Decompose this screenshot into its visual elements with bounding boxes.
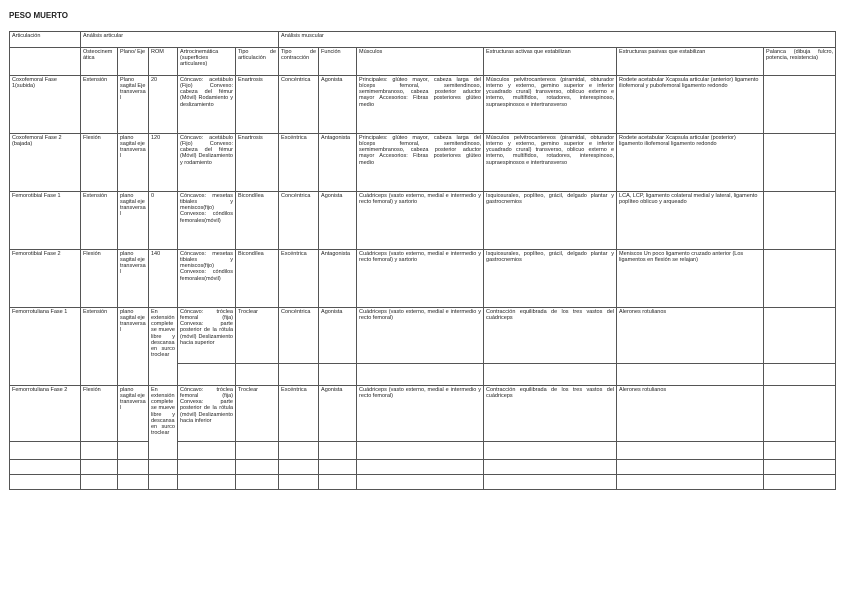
- cell-artrocinematica: Cóncavo: tróclea femoral (fija) Convexa: parte posterior de la rótula (móvil) Deslizamiento hacia superior: [178, 308, 236, 364]
- cell-plano-eje: plano sagital eje transversal: [118, 250, 149, 308]
- cell-articulacion: Femorotibial Fase 1: [10, 192, 81, 250]
- cell-tipo-articulacion: Enartrosis: [236, 134, 279, 192]
- cell-plano-eje: plano sagital eje transversal: [118, 308, 149, 386]
- table-row: [10, 308, 836, 364]
- cell-tipo-articulacion: Enartrosis: [236, 76, 279, 134]
- cell-estructuras-activas: Músculos pelvitrocantereos (piramidal, obturador interno y externo, gemino superior e inferior ycuadrado crural) transverso, oblicuo externo e interno, multífidos, rotadores, interespinoso, supraespinosos e intertransverso: [484, 134, 617, 192]
- document-title: PESO MUERTO: [9, 11, 68, 20]
- table-cell: [236, 442, 279, 460]
- cell-musculos: Cuádriceps (vasto externo, medial e intermedio y recto femoral): [357, 308, 484, 364]
- cell-plano-eje: plano sagital eje transversal: [118, 134, 149, 192]
- cell-rom: 20: [149, 76, 178, 134]
- header-estructuras-pasivas: Estructuras pasivas que estabilizan: [617, 48, 764, 76]
- header-artrocinematica: Artrocinemática (superficies articulares): [178, 48, 236, 76]
- cell-articulacion: Femorrotuliana Fase 1: [10, 308, 81, 386]
- cell-rom: 120: [149, 134, 178, 192]
- table-cell: [118, 442, 149, 460]
- cell-palanca: [764, 386, 836, 442]
- table-cell: [81, 442, 118, 460]
- group-header-row: [10, 32, 836, 48]
- table-row: [10, 192, 836, 250]
- cell-musculos: Cuádriceps (vasto externo, medial e intermedio y recto femoral) y sartorio: [357, 192, 484, 250]
- cell-estructuras-activas: Músculos pelvitrocantereos (piramidal, obturador interno y externo, gemino superior e inferior ycuadrado crural) transverso, oblicuo externo e interno, multífidos, rotadores, interespinoso, supraespinosos e intertransverso: [484, 76, 617, 134]
- cell-estructuras-pasivas: Alerones rotulianos: [617, 308, 764, 364]
- cell-estructuras-pasivas: Alerones rotulianos: [617, 386, 764, 442]
- cell-tipo-articulacion: Bicondílea: [236, 192, 279, 250]
- cell-rom: En extensión complete se mueve libre y descansa en surco troclear: [149, 386, 178, 460]
- cell-tipo-contraccion: Excéntrica: [279, 250, 319, 308]
- table-cell: [236, 475, 279, 490]
- header-palanca: Palanca (dibuja fulcro, potencia, resistencia): [764, 48, 836, 76]
- cell-tipo-articulacion: Troclear: [236, 308, 279, 364]
- table-cell: [10, 442, 81, 460]
- cell-estructuras-activas: Isquiosurales, poplíteo, grácil, delgado plantar y gastrocnemios: [484, 250, 617, 308]
- table-cell: [236, 460, 279, 475]
- table-row: [10, 386, 836, 442]
- header-analisis-muscular: Análisis muscular: [279, 32, 836, 48]
- cell-musculos: Principales: glúteo mayor, cabeza larga del bíceps femoral, semitendinoso, semimembranoso, cabeza posterior aductor mayor Accesorios: Fibras posteriores glúteo medio: [357, 76, 484, 134]
- analysis-table: [9, 31, 836, 490]
- table-row: [10, 250, 836, 308]
- column-header-row: [10, 48, 836, 76]
- cell-artrocinematica: Cóncavo: acetábulo (Fijo) Convexo: cabeza del fémur (Móvil) Deslizamiento y rodamiento: [178, 134, 236, 192]
- table-cell: [10, 460, 81, 475]
- table-cell: [279, 460, 319, 475]
- table-cell: [10, 48, 81, 76]
- cell-funcion: Agonista: [319, 192, 357, 250]
- cell-palanca: [764, 250, 836, 308]
- cell-musculos: Principales: glúteo mayor, cabeza larga del bíceps femoral, semitendinoso, semimembranoso, cabeza posterior aductor mayor Accesorios: Fibras posteriores glúteo medio: [357, 134, 484, 192]
- header-articulacion: Articulación: [10, 32, 81, 48]
- table-cell: [149, 475, 178, 490]
- cell-osteocinematica: Flexión: [81, 386, 118, 442]
- cell-articulacion: Femorotibial Fase 2: [10, 250, 81, 308]
- header-tipo-articulacion: Tipo de articulación: [236, 48, 279, 76]
- cell-palanca: [764, 134, 836, 192]
- table-cell: [236, 364, 279, 386]
- cell-tipo-articulacion: Bicondílea: [236, 250, 279, 308]
- cell-osteocinematica: Extensión: [81, 76, 118, 134]
- table-cell: [357, 460, 484, 475]
- cell-estructuras-activas: Isquiosurales, poplíteo, grácil, delgado plantar y gastrocnemios: [484, 192, 617, 250]
- cell-estructuras-pasivas: Rodete acetabular Xcapsula articular (anterior) ligamento iliofemoral y pubofemoral ligamento redondo: [617, 76, 764, 134]
- cell-tipo-contraccion: Excéntrica: [279, 134, 319, 192]
- cell-artrocinematica: Cóncavos: mesetas tibiales y meniscos(fijo) Convexos: cóndilos femorales(móvil): [178, 192, 236, 250]
- cell-rom: 0: [149, 192, 178, 250]
- cell-osteocinematica: Flexión: [81, 134, 118, 192]
- table-cell: [10, 475, 81, 490]
- table-cell: [118, 475, 149, 490]
- cell-osteocinematica: Flexión: [81, 250, 118, 308]
- table-cell: [279, 364, 319, 386]
- table-cell: [357, 442, 484, 460]
- table-cell: [178, 475, 236, 490]
- cell-estructuras-activas: Contracción equilibrada de los tres vastos del cuádriceps: [484, 386, 617, 442]
- cell-osteocinematica: Extensión: [81, 192, 118, 250]
- cell-plano-eje: plano sagital eje transversal: [118, 386, 149, 442]
- table-cell: [617, 442, 764, 460]
- table-row: [10, 475, 836, 490]
- cell-rom: En extensión complete se mueve libre y descansa en surco troclear: [149, 308, 178, 386]
- table-cell: [764, 460, 836, 475]
- table-row: [10, 134, 836, 192]
- cell-estructuras-activas: Contracción equilibrada de los tres vastos del cuádriceps: [484, 308, 617, 364]
- table-cell: [81, 475, 118, 490]
- cell-plano-eje: Plano sagital Eje transversal: [118, 76, 149, 134]
- table-cell: [484, 475, 617, 490]
- table-cell: [279, 475, 319, 490]
- cell-funcion: Antagonista: [319, 250, 357, 308]
- cell-estructuras-pasivas: Rodete acetabular Xcapsula articular (posterior) ligamento iliofemoral ligamento redondo: [617, 134, 764, 192]
- table-cell: [279, 442, 319, 460]
- table-cell: [357, 364, 484, 386]
- table-row: [10, 76, 836, 134]
- table-cell: [764, 364, 836, 386]
- cell-funcion: Antagonista: [319, 134, 357, 192]
- header-osteocinematica: Osteocinemática: [81, 48, 118, 76]
- table-cell: [319, 442, 357, 460]
- cell-funcion: Agonista: [319, 308, 357, 364]
- table-cell: [81, 460, 118, 475]
- table-cell: [484, 460, 617, 475]
- cell-artrocinematica: Cóncavo: tróclea femoral (fija) Convexa: parte posterior de la rótula (móvil) Deslizamiento hacia inferior: [178, 386, 236, 442]
- header-rom: ROM: [149, 48, 178, 76]
- table-cell: [178, 442, 236, 460]
- cell-tipo-contraccion: Concéntrica: [279, 192, 319, 250]
- cell-tipo-articulacion: Troclear: [236, 386, 279, 442]
- table-cell: [319, 364, 357, 386]
- cell-musculos: Cuádriceps (vasto externo, medial e intermedio y recto femoral): [357, 386, 484, 442]
- table-cell: [357, 475, 484, 490]
- header-tipo-contraccion: Tipo de contracción: [279, 48, 319, 76]
- table-cell: [617, 460, 764, 475]
- cell-estructuras-pasivas: Meniscos Un poco ligamento cruzado anterior (Los ligamentos en flexión se relajan): [617, 250, 764, 308]
- table-row: [10, 442, 836, 460]
- header-estructuras-activas: Estructuras activas que estabilizan: [484, 48, 617, 76]
- cell-palanca: [764, 192, 836, 250]
- table-cell: [484, 442, 617, 460]
- header-funcion: Función: [319, 48, 357, 76]
- table-cell: [319, 475, 357, 490]
- cell-articulacion: Coxofemoral Fase 1(subida): [10, 76, 81, 134]
- cell-rom: 140: [149, 250, 178, 308]
- cell-artrocinematica: Cóncavos: mesetas tibiales y meniscos(fijo) Convexos: cóndilos femorales(móvil): [178, 250, 236, 308]
- cell-funcion: Agonista: [319, 386, 357, 442]
- header-musculos: Músculos: [357, 48, 484, 76]
- cell-plano-eje: plano sagital eje transversal: [118, 192, 149, 250]
- table-cell: [178, 364, 236, 386]
- table-cell: [484, 364, 617, 386]
- cell-artrocinematica: Cóncavo: acetábulo (Fijo) Convexo: cabeza del fémur (Móvil) Rodamiento y deslizamiento: [178, 76, 236, 134]
- header-plano-eje: Plano/ Eje: [118, 48, 149, 76]
- cell-articulacion: Coxofemoral Fase 2 (bajada): [10, 134, 81, 192]
- cell-tipo-contraccion: Concéntrica: [279, 76, 319, 134]
- table-row: [10, 460, 836, 475]
- table-cell: [319, 460, 357, 475]
- table-cell: [178, 460, 236, 475]
- table-cell: [764, 442, 836, 460]
- cell-palanca: [764, 76, 836, 134]
- table-cell: [764, 475, 836, 490]
- cell-articulacion: Femorrotuliana Fase 2: [10, 386, 81, 442]
- cell-tipo-contraccion: Concéntrica: [279, 308, 319, 364]
- table-cell: [617, 475, 764, 490]
- cell-musculos: Cuádriceps (vasto externo, medial e intermedio y recto femoral) y sartorio: [357, 250, 484, 308]
- cell-osteocinematica: Extensión: [81, 308, 118, 386]
- header-analisis-articular: Análisis articular: [81, 32, 279, 48]
- table-cell: [617, 364, 764, 386]
- table-cell: [118, 460, 149, 475]
- cell-funcion: Agonista: [319, 76, 357, 134]
- cell-tipo-contraccion: Excéntrica: [279, 386, 319, 442]
- table-cell: [149, 460, 178, 475]
- cell-estructuras-pasivas: LCA, LCP, ligamento colateral medial y lateral, ligamento poplíteo oblicuo y arqueado: [617, 192, 764, 250]
- cell-palanca: [764, 308, 836, 364]
